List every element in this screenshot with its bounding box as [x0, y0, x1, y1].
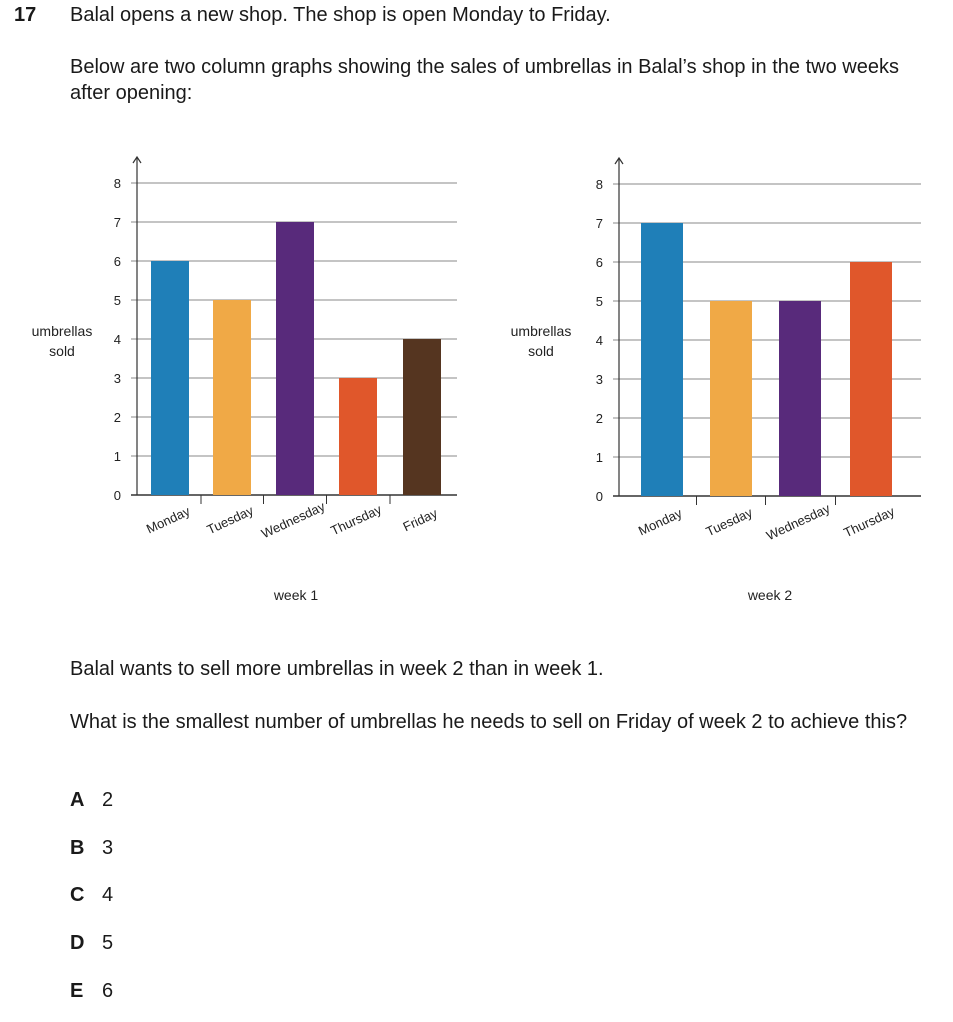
- answer-option-c[interactable]: [70, 884, 113, 907]
- x-tick-label: Monday: [143, 503, 193, 537]
- x-tick-label: Tuesday: [703, 504, 755, 540]
- y-tick-label: 8: [113, 176, 121, 191]
- y-tick-label: 4: [113, 332, 121, 347]
- option-text: 6: [102, 980, 114, 1002]
- bar: [850, 262, 892, 496]
- x-axis-title: week 2: [747, 587, 793, 603]
- answer-option-e[interactable]: [70, 980, 113, 1003]
- x-tick-label: Wednesday: [258, 498, 328, 542]
- option-letter: C: [70, 884, 85, 906]
- y-axis-label: sold: [49, 343, 75, 359]
- y-tick-label: 5: [113, 293, 121, 308]
- answer-option-a[interactable]: [70, 789, 113, 812]
- x-tick-label: Thursday: [328, 501, 384, 539]
- y-tick-label: 3: [113, 371, 121, 386]
- x-tick-label: Monday: [635, 505, 685, 539]
- y-tick-label: 7: [113, 215, 121, 230]
- option-text: 2: [102, 789, 114, 811]
- y-tick-label: 1: [113, 449, 121, 464]
- y-tick-label: 2: [595, 411, 603, 426]
- y-tick-label: 0: [113, 488, 121, 503]
- y-tick-label: 1: [595, 450, 603, 465]
- option-letter: D: [70, 932, 85, 954]
- option-text: 3: [102, 837, 114, 859]
- bar: [641, 223, 683, 496]
- x-tick-label: Thursday: [841, 503, 897, 541]
- y-tick-label: 2: [113, 410, 121, 425]
- answer-option-b[interactable]: [70, 837, 113, 860]
- y-axis-label: sold: [528, 343, 554, 359]
- option-text: 4: [102, 884, 114, 906]
- y-tick-label: 5: [595, 294, 603, 309]
- answer-option-d[interactable]: [70, 932, 113, 955]
- x-tick-label: Tuesday: [204, 502, 256, 538]
- bar: [710, 301, 752, 496]
- question-intro: Below are two column graphs showing the sales of umbrellas in Balal’s shop in the two weeks after opening:: [70, 56, 899, 104]
- option-text: 5: [102, 932, 114, 954]
- y-tick-label: 0: [595, 489, 603, 504]
- question-prompt: What is the smallest number of umbrellas he needs to sell on Friday of week 2 to achieve this?: [70, 711, 908, 733]
- x-tick-label: Wednesday: [763, 500, 833, 544]
- y-tick-label: 6: [113, 254, 121, 269]
- y-tick-label: 7: [595, 216, 603, 231]
- y-tick-label: 8: [595, 177, 603, 192]
- option-letter: A: [70, 789, 85, 811]
- option-letter: B: [70, 837, 85, 859]
- y-axis-label: umbrellas: [31, 323, 93, 339]
- y-axis-label: umbrellas: [510, 323, 572, 339]
- question-number: 17: [14, 4, 37, 26]
- y-tick-label: 3: [595, 372, 603, 387]
- y-tick-label: 4: [595, 333, 603, 348]
- question-stem: Balal opens a new shop. The shop is open Monday to Friday.: [70, 4, 611, 26]
- option-letter: E: [70, 980, 84, 1002]
- x-tick-label: Friday: [400, 505, 440, 535]
- x-axis-title: week 1: [273, 587, 319, 603]
- y-tick-label: 6: [595, 255, 603, 270]
- question-condition: Balal wants to sell more umbrellas in week 2 than in week 1.: [70, 658, 604, 680]
- bar: [779, 301, 821, 496]
